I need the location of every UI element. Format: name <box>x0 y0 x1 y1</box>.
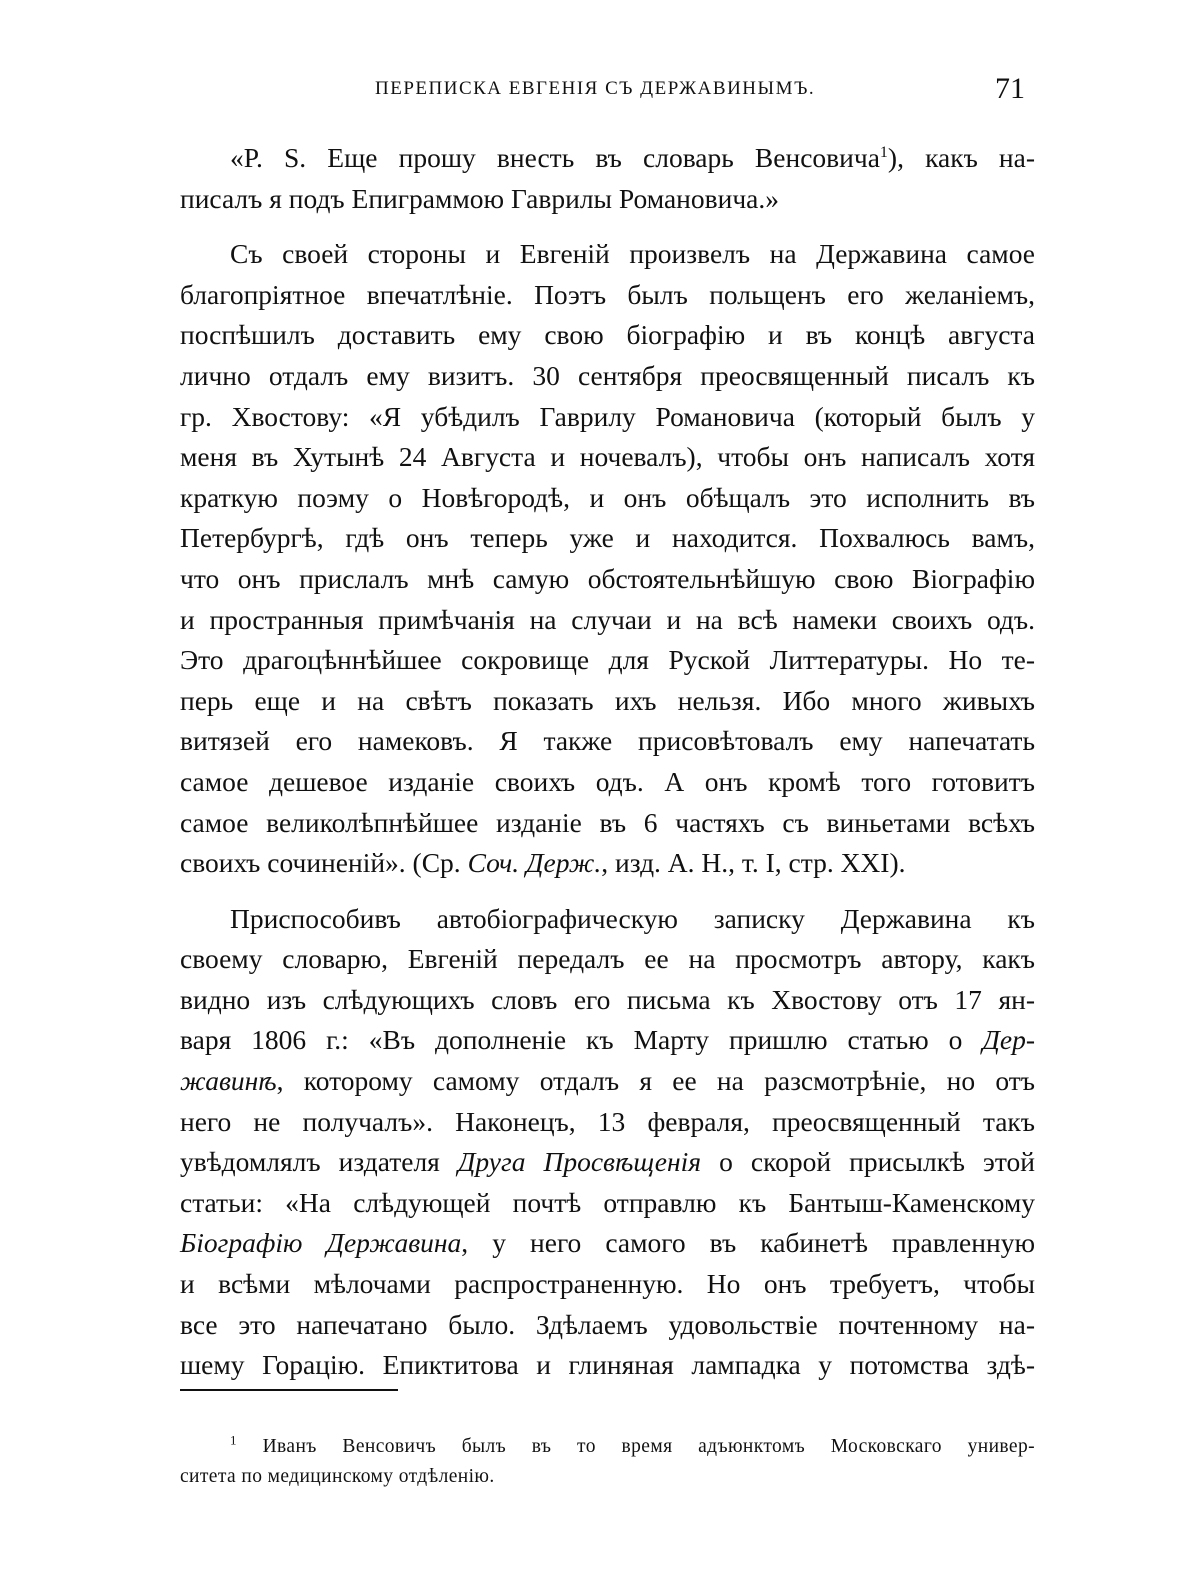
text-line: самое великолѣпнѣйшее изданіе въ 6 частяхъ съ виньетами всѣхъ <box>180 806 1035 838</box>
text-line: Приспособивъ автобіографическую записку Державина къ <box>230 902 1035 934</box>
text-line: самое дешевое изданіе своихъ одъ. А онъ кромѣ того готовитъ <box>180 765 1035 797</box>
text-line: и всѣми мѣлочами распространенную. Но онъ требуетъ, чтобы <box>180 1268 1035 1300</box>
text-line: увѣдомлялъ издателя Друга Просвѣщенія о скорой присылкѣ этой <box>180 1146 1035 1178</box>
footnote-line: $^1$ Иванъ Венсовичъ былъ въ то время адъюнктомъ Московскаго универ- <box>230 1432 1035 1457</box>
italic-citation: Соч. Держ. <box>467 847 602 879</box>
text-line: и пространныя примѣчанія на случаи и на всѣ намеки своихъ одъ. <box>180 603 1035 635</box>
text-line: благопріятное впечатлѣніе. Поэтъ былъ польщенъ его желаніемъ, <box>180 278 1035 310</box>
text-line: шему Горацію. Епиктитова и глиняная лампадка у потомства здѣ- <box>180 1349 1035 1381</box>
footnote-mark: 1 <box>230 1432 237 1448</box>
italic-name: жавинѣ <box>180 1065 277 1097</box>
text-line: меня въ Хутынѣ 24 Августа и ночевалъ), чтобы онъ написалъ хотя <box>180 441 1035 473</box>
paragraph-impression <box>180 234 1035 884</box>
text-line: писалъ я подъ Епиграммою Гаврилы Романовича.» <box>180 182 779 214</box>
text-line: краткую поэму о Новѣгородѣ, и онъ обѣщалъ это исполнить въ <box>180 481 1035 513</box>
text-line: видно изъ слѣдующихъ словъ его письма къ Хвостову отъ 17 ян- <box>180 983 1035 1015</box>
text-line: своихъ сочиненій». (Ср. Соч. Держ., изд. А. Н., т. I, стр. XXI). <box>180 847 906 879</box>
text-line: жавинѣ, которому самому отдалъ я ее на разсмотрѣніе, но отъ <box>180 1065 1035 1097</box>
text-line: Это драгоцѣннѣйшее сокровище для Руской Литтературы. Но те- <box>180 644 1035 676</box>
text-line: что онъ прислалъ мнѣ самую обстоятельнѣйшую свою Віографію <box>180 562 1035 594</box>
italic-name: Дер- <box>982 1024 1035 1056</box>
footnote-line: ситета по медицинскому отдѣленію. <box>180 1466 495 1487</box>
text-line: «P. S. Еще прошу внесть въ словарь Венсовича$^1$), какъ на- <box>230 142 1036 173</box>
page-header <box>180 72 1035 112</box>
text-line: Біографію Державина, у него самого въ кабинетѣ правленную <box>180 1227 1035 1259</box>
text-line: Петербургѣ, гдѣ онъ теперь уже и находится. Похвалюсь вамъ, <box>180 522 1035 554</box>
footnote-divider <box>180 1389 398 1391</box>
text-line: перь еще и на свѣтъ показать ихъ нельзя. Ибо много живыхъ <box>180 684 1035 716</box>
text-line: статьи: «На слѣдующей почтѣ отправлю къ Бантыш-Каменскому <box>180 1186 1035 1218</box>
paragraph-autobiography <box>180 899 1035 1386</box>
body-text <box>180 138 1035 1386</box>
italic-journal-title: Друга Просвѣщенія <box>457 1146 702 1178</box>
text-line: него не получалъ». Наконецъ, 13 февраля, преосвященный такъ <box>180 1105 1035 1137</box>
running-title: ПЕРЕПИСКА ЕВГЕНІЯ СЪ ДЕРЖАВИНЫМЪ. <box>375 78 816 99</box>
footnote <box>180 1432 1035 1492</box>
text-line: все это напечатано было. Здѣлаемъ удовольствіе почтенному на- <box>180 1308 1035 1340</box>
footnote-reference: 1 <box>879 143 888 161</box>
text-line: Съ своей стороны и Евгеній произвелъ на Державина самое <box>230 238 1035 270</box>
italic-work-title: Біографію Державина <box>180 1227 462 1259</box>
text-line: витязей его намековъ. Я также присовѣтовалъ ему напечатать <box>180 725 1035 757</box>
text-line: поспѣшилъ доставить ему свою біографію и въ концѣ августа <box>180 319 1035 351</box>
text-line: лично отдалъ ему визитъ. 30 сентября преосвященный писалъ къ <box>180 359 1035 391</box>
text-line: варя 1806 г.: «Въ дополненіе къ Марту пришлю статью о Дер- <box>180 1024 1035 1056</box>
paragraph-postscript <box>180 138 1035 219</box>
text-line: гр. Хвостову: «Я убѣдилъ Гаврилу Романовича (который былъ у <box>180 400 1035 432</box>
text-line: своему словарю, Евгеній передалъ ее на просмотръ автору, какъ <box>180 943 1035 975</box>
page-number: 71 <box>995 72 1025 105</box>
